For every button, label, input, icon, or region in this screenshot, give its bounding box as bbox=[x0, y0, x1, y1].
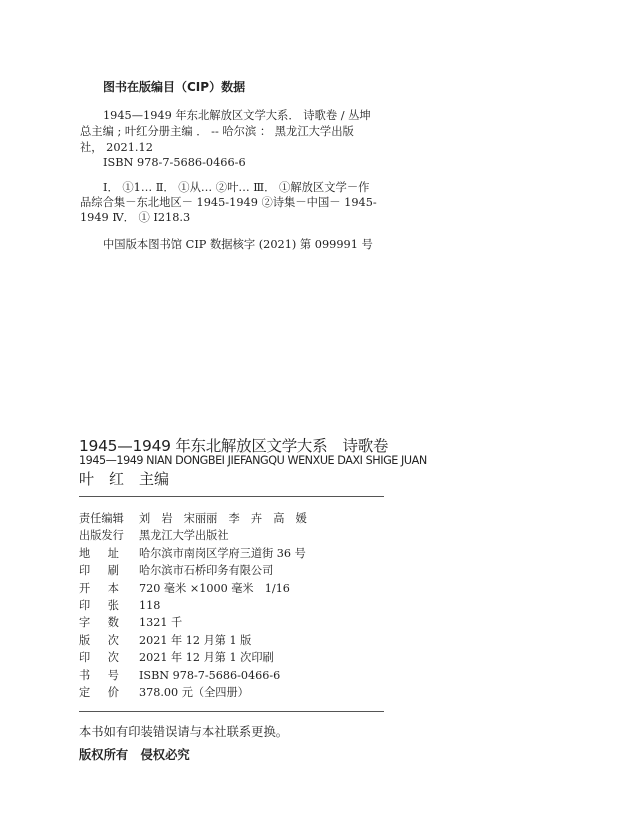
cip-subject-line: Ⅰ． ①1… Ⅱ． ①从… ②叶… Ⅲ． ①解放区文学－作 bbox=[103, 181, 370, 194]
cip-heading: 图书在版编目（CIP）数据 bbox=[103, 80, 246, 94]
info-value: 720 毫米 ×1000 毫米 1/16 bbox=[139, 581, 290, 595]
info-label-char: 辑 bbox=[112, 512, 124, 525]
info-label bbox=[79, 562, 119, 579]
info-label bbox=[79, 667, 119, 684]
info-value: 哈尔滨市南岗区学府三道街 36 号 bbox=[139, 546, 306, 560]
copyright-notice: 版权所有 侵权必究 bbox=[79, 748, 190, 762]
info-label bbox=[79, 510, 124, 527]
info-value: 2021 年 12 月第 1 版 bbox=[139, 633, 252, 647]
info-value: 哈尔滨市石桥印务有限公司 bbox=[139, 564, 274, 578]
info-value: 1321 千 bbox=[139, 616, 183, 630]
info-label bbox=[79, 632, 119, 649]
info-value: 118 bbox=[139, 599, 161, 612]
info-label bbox=[79, 580, 119, 597]
info-label-char: 址 bbox=[107, 546, 119, 560]
info-label-char: 开 bbox=[79, 581, 91, 595]
info-label bbox=[79, 597, 119, 614]
book-title: 1945—1949 年东北解放区文学大系 诗歌卷 bbox=[79, 437, 389, 455]
info-label-char: 版 bbox=[90, 529, 102, 543]
misprint-notice: 本书如有印装错误请与本社联系更换。 bbox=[79, 725, 289, 739]
info-label-char: 任 bbox=[90, 512, 102, 525]
info-label-char: 次 bbox=[107, 633, 119, 647]
info-label bbox=[79, 684, 119, 701]
info-label-char: 编 bbox=[101, 512, 113, 525]
info-label-char: 版 bbox=[79, 633, 91, 647]
info-label-char: 责 bbox=[79, 512, 91, 525]
info-label-char: 号 bbox=[107, 668, 119, 682]
info-label-char: 出 bbox=[79, 529, 91, 543]
info-value: 2021 年 12 月第 1 次印刷 bbox=[139, 651, 274, 665]
info-label-char: 价 bbox=[107, 686, 119, 699]
info-label bbox=[79, 614, 119, 631]
info-label bbox=[79, 649, 119, 666]
cip-subject-line: 品综合集－东北地区－ 1945-1949 ②诗集－中国－ 1945- bbox=[80, 196, 377, 209]
info-label-char: 字 bbox=[79, 616, 91, 630]
info-value: ISBN 978-7-5686-0466-6 bbox=[139, 668, 281, 682]
info-label-char: 定 bbox=[79, 686, 91, 699]
info-label bbox=[79, 527, 124, 544]
book-pinyin-title: 1945—1949 NIAN DONGBEI JIEFANGQU WENXUE DAXI SHIGE JUAN bbox=[79, 454, 427, 467]
info-value: 刘 岩 宋丽丽 李 卉 高 媛 bbox=[139, 512, 307, 525]
info-label-char: 印 bbox=[79, 599, 91, 612]
cip-record-line: 社， 2021.12 bbox=[80, 141, 153, 154]
info-value: 378.00 元（全四册） bbox=[139, 686, 249, 699]
info-label-char: 书 bbox=[79, 668, 91, 682]
cip-record-line: 总主编 ; 叶红分册主编 ． -- 哈尔滨 ： 黑龙江大学出版 bbox=[80, 125, 354, 138]
cip-library-number: 中国版本图书馆 CIP 数据核字 (2021) 第 099991 号 bbox=[103, 238, 373, 251]
divider-bottom bbox=[79, 711, 384, 712]
cip-record-line: 1945—1949 年东北解放区文学大系． 诗歌卷 / 丛坤 bbox=[103, 109, 371, 122]
info-label-char: 次 bbox=[107, 651, 119, 665]
info-label-char: 发 bbox=[101, 529, 113, 543]
divider-top bbox=[79, 496, 384, 497]
book-editor: 叶 红 主编 bbox=[79, 470, 170, 488]
info-label-char: 行 bbox=[112, 529, 124, 543]
cip-isbn: ISBN 978-7-5686-0466-6 bbox=[103, 156, 246, 169]
info-label-char: 地 bbox=[79, 546, 91, 560]
info-value: 黑龙江大学出版社 bbox=[139, 529, 229, 543]
info-label-char: 印 bbox=[79, 564, 91, 578]
info-label-char: 本 bbox=[107, 581, 119, 595]
info-label-char: 刷 bbox=[107, 564, 119, 578]
info-label-char: 数 bbox=[107, 616, 119, 630]
info-label-char: 印 bbox=[79, 651, 91, 665]
info-label-char: 张 bbox=[107, 599, 119, 612]
cip-subject-line: 1949 Ⅳ． ① I218.3 bbox=[80, 211, 191, 224]
info-label bbox=[79, 545, 119, 562]
